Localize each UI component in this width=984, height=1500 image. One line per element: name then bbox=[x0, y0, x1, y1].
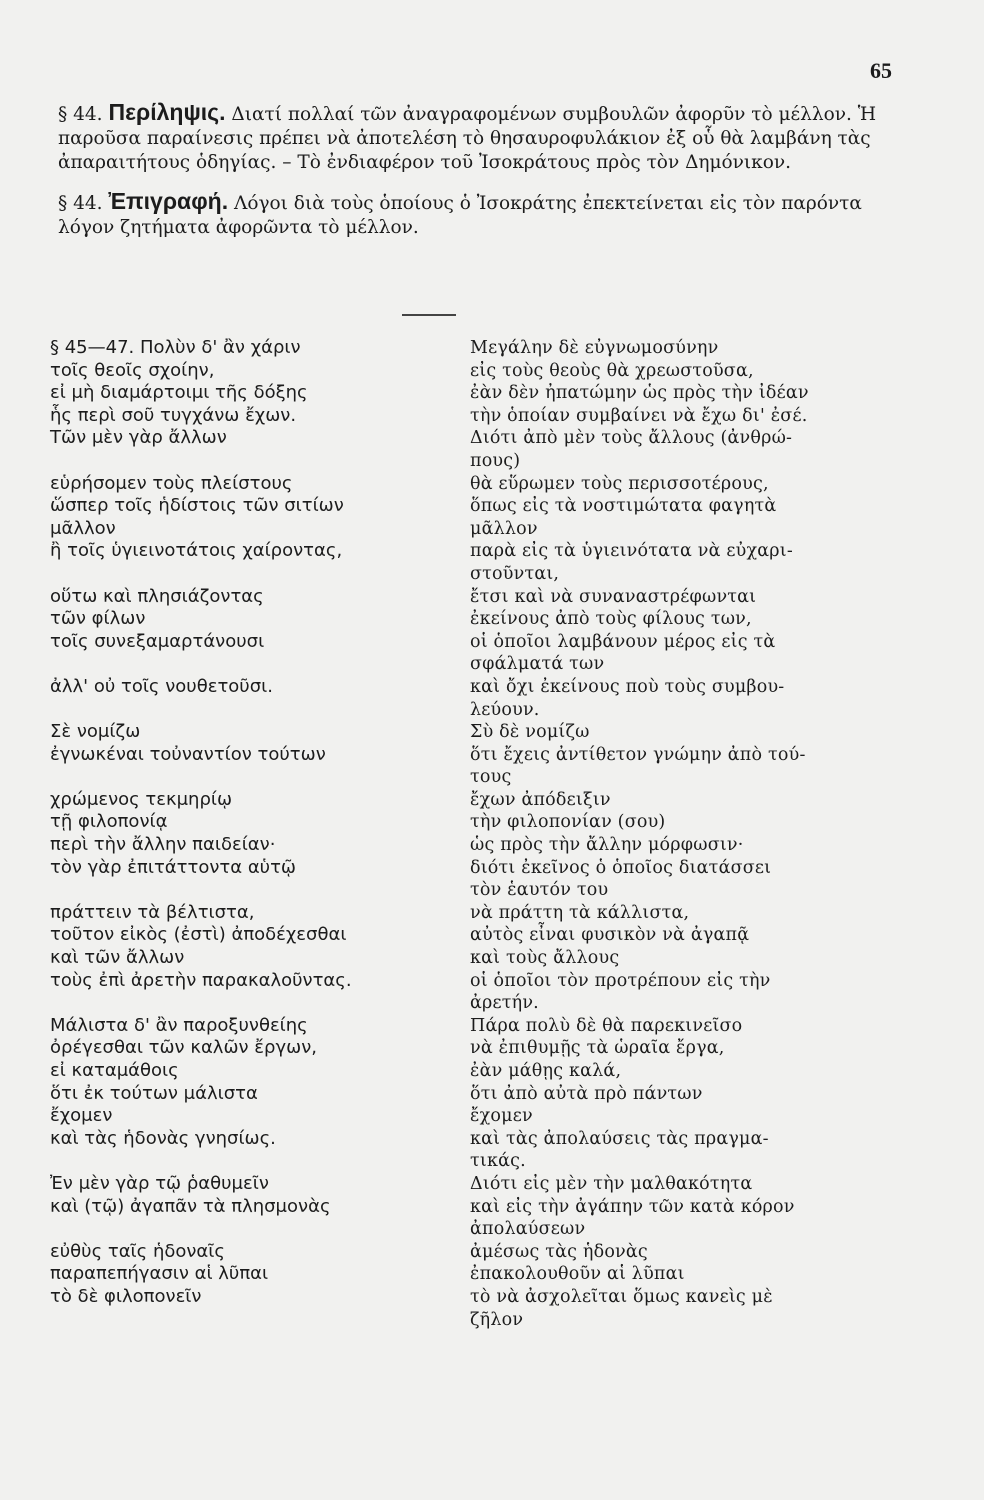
translation-line: νὰ ἐπιθυμῇς τὰ ὡραῖα ἔργα, bbox=[470, 1038, 725, 1059]
translation-line: σφάλματά των bbox=[470, 654, 605, 675]
translation-line: Σὺ δὲ νομίζω bbox=[470, 722, 590, 743]
translation-line: ἀρετήν. bbox=[470, 993, 539, 1014]
original-line: εἰ μὴ διαμάρτοιμι τῆς δόξης bbox=[50, 382, 308, 404]
section-heading: Περίληψις. bbox=[108, 99, 226, 125]
translation-line: ἐπακολουθοῦν αἱ λῦπαι bbox=[470, 1264, 685, 1285]
translation-line: ἔτσι καὶ νὰ συναναστρέφωνται bbox=[470, 586, 757, 607]
translation-line: θὰ εὕρωμεν τοὺς περισσοτέρους, bbox=[470, 473, 769, 494]
original-line: Ἐν μὲν γὰρ τῷ ῥαθυμεῖν bbox=[50, 1172, 269, 1194]
original-line: τοῖς θεοῖς σχοίην, bbox=[50, 359, 215, 381]
original-line: τοῖς συνεξαμαρτάνουσι bbox=[50, 630, 265, 652]
original-line: Μάλιστα δ' ἂν παροξυνθείης bbox=[50, 1014, 308, 1036]
original-line: τὸν γὰρ ἐπιτάττοντα αὑτῷ bbox=[50, 856, 297, 878]
original-line: τὸ δὲ φιλοπονεῖν bbox=[50, 1285, 202, 1307]
translation-line: ἔχων ἀπόδειξιν bbox=[470, 789, 611, 810]
translation-line: οἱ ὁποῖοι τὸν προτρέπουν εἰς τὴν bbox=[470, 970, 771, 991]
original-line: ἔχομεν bbox=[50, 1105, 113, 1127]
original-line: τοὺς ἐπὶ ἀρετὴν παρακαλοῦντας. bbox=[50, 969, 352, 991]
summary-block bbox=[58, 100, 898, 254]
original-line bbox=[50, 653, 450, 676]
translation-line: οἱ ὁποῖοι λαμβάνουν μέρος εἰς τὰ bbox=[470, 631, 776, 652]
original-line: ἢ τοῖς ὑγιεινοτάτοις χαίροντας, bbox=[50, 540, 343, 562]
translation-line: ἐὰν μάθῃς καλά, bbox=[470, 1061, 622, 1081]
original-line: ἧς περὶ σοῦ τυγχάνω ἔχων. bbox=[50, 404, 297, 426]
page-number: 65 bbox=[870, 58, 892, 83]
translation-line: νὰ πράττη τὰ κάλλιστα, bbox=[470, 902, 690, 923]
translation-line: Διότι εἰς μὲν τὴν μαλθακότητα bbox=[470, 1173, 753, 1194]
translation-line: καὶ ὄχι ἐκείνους ποὺ τοὺς συμβου- bbox=[470, 676, 785, 697]
original-line: καὶ (τῷ) ἀγαπᾶν τὰ πλησμονὰς bbox=[50, 1195, 331, 1217]
original-line bbox=[50, 450, 450, 473]
original-line: Τῶν μὲν γὰρ ἄλλων bbox=[50, 427, 227, 449]
original-line: Σὲ νομίζω bbox=[50, 721, 141, 743]
translation-line: καὶ εἰς τὴν ἀγάπην τῶν κατὰ κόρον bbox=[470, 1196, 795, 1217]
original-line bbox=[50, 992, 450, 1015]
translation-line: τὴν φιλοπονίαν (σου) bbox=[470, 812, 666, 833]
translation-line: διότι ἐκεῖνος ὁ ὁποῖος διατάσσει bbox=[470, 857, 772, 878]
original-line: καὶ τὰς ἡδονὰς γνησίως. bbox=[50, 1127, 276, 1149]
translation-line: Πάρα πολὺ δὲ θὰ παρεκινεῖσο bbox=[470, 1015, 743, 1036]
translation-line: ὅπως εἰς τὰ νοστιμώτατα φαγητὰ bbox=[470, 496, 777, 517]
translation-line: παρὰ εἰς τὰ ὑγιεινότατα νὰ εὐχαρι- bbox=[470, 541, 793, 562]
section-heading: Ἐπιγραφή. bbox=[108, 188, 229, 214]
translation-line: καὶ τὰς ἀπολαύσεις τὰς πραγμα- bbox=[470, 1128, 769, 1149]
translation-line: στοῦνται, bbox=[470, 563, 560, 584]
original-line: τῶν φίλων bbox=[50, 608, 146, 630]
original-line: περὶ τὴν ἄλλην παιδείαν· bbox=[50, 834, 276, 856]
translation-line: πους) bbox=[470, 450, 521, 471]
original-line bbox=[50, 1218, 450, 1241]
translation-line: αὐτὸς εἶναι φυσικὸν νὰ ἀγαπᾷ bbox=[470, 925, 750, 946]
translation-line: Διότι ἀπὸ μὲν τοὺς ἄλλους (ἀνθρώ- bbox=[470, 428, 793, 449]
translation-line: τικάς. bbox=[470, 1151, 526, 1172]
original-line: εὑρήσομεν τοὺς πλείστους bbox=[50, 472, 293, 494]
original-text-column bbox=[50, 337, 450, 1309]
summary-text: Διατί πολλαί τῶν ἀναγραφομένων συμβουλῶν ἀφορῦν τὸ μέλλον. Ἡ παροῦσα παραίνεσις πρέπει νὰ ἀποτελέση τὸ θησαυροφυλάκιον ἐξ οὗ θὰ λαμβάνη τὰς ἀπαραιτήτους ὁδηγίας. – Τὸ ἐνδιαφέρον τοῦ Ἰσοκράτους πρὸς τὸν Δημόνικον. bbox=[58, 104, 877, 173]
translation-line: εἰς τοὺς θεοὺς θὰ χρεωστοῦσα, bbox=[470, 360, 754, 381]
title-paragraph bbox=[58, 189, 898, 240]
original-line: ὀρέγεσθαι τῶν καλῶν ἔργων, bbox=[50, 1037, 317, 1059]
original-line: τῇ φιλοπονίᾳ bbox=[50, 811, 168, 833]
translation-line: ζῆλον bbox=[470, 1309, 524, 1330]
original-line bbox=[50, 563, 450, 586]
original-line: εὐθὺς ταῖς ἡδοναῖς bbox=[50, 1240, 225, 1262]
translation-line: λεύουν. bbox=[470, 699, 540, 720]
translation-line: ἐκείνους ἀπὸ τοὺς φίλους των, bbox=[470, 609, 752, 630]
summary-paragraph bbox=[58, 100, 898, 175]
translation-line: μᾶλλον bbox=[470, 518, 538, 539]
translation-line: τὴν ὁποίαν συμβαίνει νὰ ἔχω δι' ἐσέ. bbox=[470, 405, 808, 426]
translation-line: ἔχομεν bbox=[470, 1106, 533, 1127]
section-number: § 44. bbox=[58, 104, 103, 125]
original-line: οὕτω καὶ πλησιάζοντας bbox=[50, 585, 264, 607]
original-line bbox=[50, 879, 450, 902]
translation-line: τὸν ἑαυτόν του bbox=[470, 880, 609, 901]
original-line: εἰ καταμάθοις bbox=[50, 1060, 179, 1081]
original-line: § 45—47. Πολὺν δ' ἂν χάριν bbox=[50, 337, 301, 358]
translation-line: ἀπολαύσεων bbox=[470, 1219, 586, 1240]
title-text: Λόγοι διὰ τοὺς ὁποίους ὁ Ἰσοκράτης ἐπεκτείνεται εἰς τὸν παρόντα λόγον ζητήματα ἀφορῶντα τὸ μέλλον. bbox=[58, 193, 862, 238]
original-line: παραπεπήγασιν αἱ λῦπαι bbox=[50, 1263, 269, 1285]
original-line bbox=[50, 766, 450, 789]
original-line: ὥσπερ τοῖς ἡδίστοις τῶν σιτίων bbox=[50, 495, 344, 517]
original-line: τοῦτον εἰκὸς (ἐστὶ) ἀποδέχεσθαι bbox=[50, 924, 347, 946]
original-line: ἐγνωκέναι τοὐναντίον τούτων bbox=[50, 743, 326, 765]
original-line bbox=[50, 699, 450, 722]
translation-column bbox=[470, 337, 900, 1331]
original-line: ἀλλ' οὐ τοῖς νουθετοῦσι. bbox=[50, 675, 273, 697]
translation-line: ὅτι ἀπὸ αὐτὰ πρὸ πάντων bbox=[470, 1083, 703, 1104]
original-line: μᾶλλον bbox=[50, 517, 116, 539]
translation-line: Μεγάλην δὲ εὐγνωμοσύνην bbox=[470, 338, 719, 358]
original-line bbox=[50, 1150, 450, 1173]
original-line: πράττειν τὰ βέλτιστα, bbox=[50, 901, 255, 923]
translation-line: τους bbox=[470, 767, 512, 788]
section-number: § 44. bbox=[58, 193, 103, 214]
separator-rule bbox=[402, 314, 456, 316]
translation-line: ὡς πρὸς τὴν ἄλλην μόρφωσιν· bbox=[470, 835, 744, 856]
original-line: ὅτι ἐκ τούτων μάλιστα bbox=[50, 1082, 258, 1104]
original-line: χρώμενος τεκμηρίῳ bbox=[50, 788, 233, 810]
translation-line: καὶ τοὺς ἄλλους bbox=[470, 948, 620, 969]
translation-line: ἐὰν δὲν ἠπατώμην ὡς πρὸς τὴν ἰδέαν bbox=[470, 383, 809, 404]
translation-line: ὅτι ἔχεις ἀντίθετον γνώμην ἀπὸ τού- bbox=[470, 744, 806, 765]
original-line: καὶ τῶν ἄλλων bbox=[50, 947, 185, 969]
translation-line: ἀμέσως τὰς ἡδονὰς bbox=[470, 1241, 648, 1262]
translation-line: τὸ νὰ ἀσχολεῖται ὅμως κανεὶς μὲ bbox=[470, 1286, 773, 1307]
